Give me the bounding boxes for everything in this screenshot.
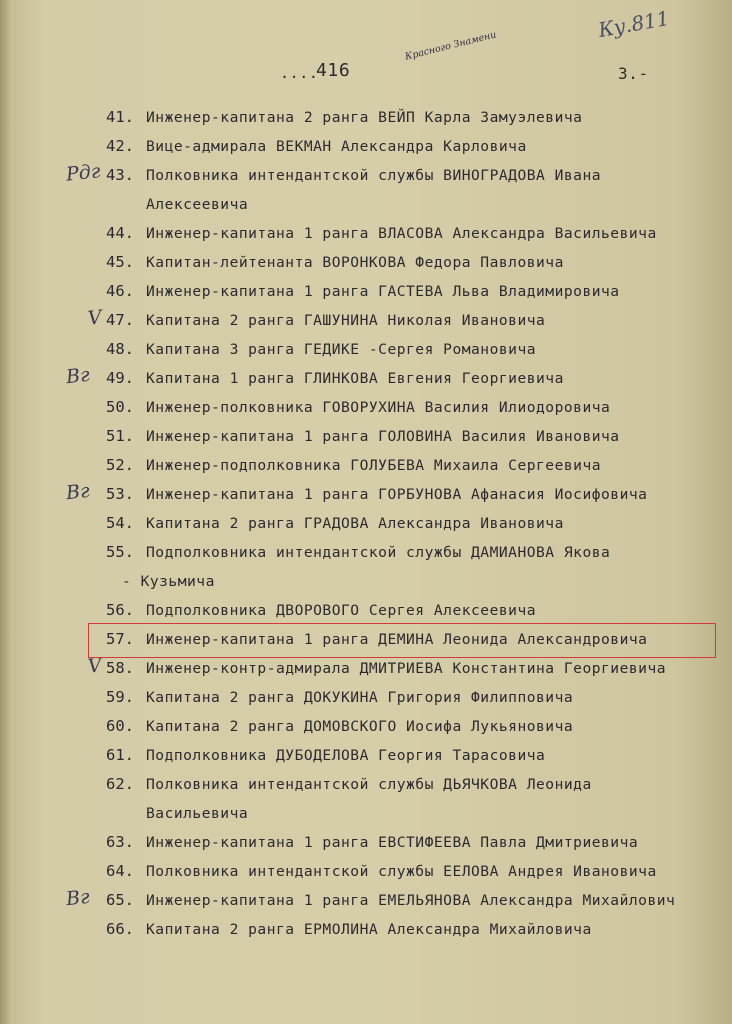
entry-number: 64. (106, 862, 134, 880)
entry-text: Инженер-капитана 2 ранга ВЕЙП Карла Замуэлевича (146, 109, 583, 126)
list-item (0, 862, 732, 888)
entry-number: 57. (106, 630, 134, 648)
page-number: 416 (316, 60, 351, 81)
list-item-continuation (0, 572, 732, 598)
entry-text: Полковника интендантской службы ДЬЯЧКОВА Леонида (146, 776, 592, 793)
entry-text: Подполковника ДВОРОВОГО Сергея Алексеевича (146, 602, 537, 619)
list-item (0, 108, 732, 134)
list-item (0, 833, 732, 859)
entry-text-continuation: Васильевича (146, 805, 249, 822)
margin-mark: Вг (64, 363, 91, 389)
entry-number: 42. (106, 137, 134, 155)
entry-text: Полковника интендантской службы ЕЕЛОВА Андрея Ивановича (146, 863, 657, 880)
list-item (0, 363, 732, 395)
entry-text: Инженер-капитана 1 ранга ВЛАСОВА Александра Васильевича (146, 225, 657, 242)
entry-number: 59. (106, 688, 134, 706)
entry-number: 63. (106, 833, 134, 851)
entry-text: Капитана 2 ранга ЕРМОЛИНА Александра Михайловича (146, 921, 592, 938)
list-item (0, 654, 732, 685)
list-item-continuation (0, 195, 732, 221)
list-item (0, 306, 732, 337)
list-item (0, 160, 732, 192)
margin-mark: V (86, 654, 103, 678)
margin-mark: Вг (64, 479, 91, 505)
entry-number: 65. (106, 891, 134, 909)
entry-number: 53. (106, 485, 134, 503)
entry-text: Капитана 3 ранга ГЕДИКЕ -Сергея Романовича (146, 341, 537, 358)
list-item (0, 456, 732, 482)
list-item (0, 137, 732, 163)
entry-text: Капитана 2 ранга ГАШУНИНА Николая Ивановича (146, 312, 546, 329)
list-item (0, 746, 732, 772)
list-item (0, 920, 732, 946)
entry-number: 51. (106, 427, 134, 445)
entry-text: Полковника интендантской службы ВИНОГРАДОВА Ивана (146, 167, 602, 184)
list-item (0, 224, 732, 250)
list-item (0, 340, 732, 366)
entry-number: 54. (106, 514, 134, 532)
entry-number: 61. (106, 746, 134, 764)
entry-number: 43. (106, 166, 134, 184)
entry-text: Капитана 2 ранга ДОМОВСКОГО Иосифа Лукьяновича (146, 718, 574, 735)
entry-text: Капитана 2 ранга ГРАДОВА Александра Ивановича (146, 515, 564, 532)
entry-text: Инженер-капитана 1 ранга ГАСТЕВА Льва Владимировича (146, 283, 620, 300)
list-item (0, 479, 732, 511)
entry-number: 47. (106, 311, 134, 329)
entry-text: Подполковника ДУБОДЕЛОВА Георгия Тарасовича (146, 747, 546, 764)
highlight-box (88, 623, 716, 658)
entry-number: 58. (106, 659, 134, 677)
margin-mark: Вг (64, 885, 91, 911)
entry-text: Инженер-контр-адмирала ДМИТРИЕВА Константина Георгиевича (146, 660, 667, 677)
entry-text: Подполковника интендантской службы ДАМИАНОВА Якова (146, 544, 611, 561)
list-item (0, 885, 732, 917)
list-item (0, 514, 732, 540)
list-item (0, 717, 732, 743)
entry-number: 62. (106, 775, 134, 793)
entry-text: Капитана 1 ранга ГЛИНКОВА Евгения Георгиевича (146, 370, 564, 387)
entry-text: Капитана 2 ранга ДОКУКИНА Григория Филипповича (146, 689, 574, 706)
list-item (0, 398, 732, 424)
entry-text: Инженер-подполковника ГОЛУБЕВА Михаила Сергеевича (146, 457, 602, 474)
list-item (0, 688, 732, 714)
entry-text-continuation: - Кузьмича (122, 573, 215, 590)
entry-number: 52. (106, 456, 134, 474)
sheet-number: 3.- (618, 64, 649, 83)
entry-number: 55. (106, 543, 134, 561)
list-item (0, 543, 732, 569)
entry-text: Инженер-капитана 1 ранга ГОЛОВИНА Василия Ивановича (146, 428, 620, 445)
entry-number: 49. (106, 369, 134, 387)
corner-annotation: Ку.811 (596, 5, 672, 43)
list-item-continuation (0, 804, 732, 830)
entry-text: Капитан-лейтенанта ВОРОНКОВА Федора Павловича (146, 254, 564, 271)
entry-text: Инженер-капитана 1 ранга ЕМЕЛЬЯНОВА Александра Михайлович (146, 892, 676, 909)
entry-number: 46. (106, 282, 134, 300)
handwritten-annotation: Красного Знамени (404, 29, 498, 63)
list-item (0, 253, 732, 279)
list-item (0, 775, 732, 801)
entry-text: Инженер-капитана 1 ранга ДЕМИНА Леонида Александровича (146, 631, 648, 648)
header-dashes: .... (280, 64, 319, 82)
list-item (0, 282, 732, 308)
entry-text: Инженер-полковника ГОВОРУХИНА Василия Илиодоровича (146, 399, 611, 416)
entry-text: Инженер-капитана 1 ранга ЕВСТИФЕЕВА Павла Дмитриевича (146, 834, 639, 851)
entry-number: 44. (106, 224, 134, 242)
entry-number: 48. (106, 340, 134, 358)
entry-number: 56. (106, 601, 134, 619)
entry-number: 60. (106, 717, 134, 735)
margin-mark: Рдг (64, 160, 102, 186)
entry-number: 45. (106, 253, 134, 271)
entry-number: 50. (106, 398, 134, 416)
entry-text-continuation: Алексеевича (146, 196, 249, 213)
entry-text: Инженер-капитана 1 ранга ГОРБУНОВА Афанасия Иосифовича (146, 486, 648, 503)
entry-number: 41. (106, 108, 134, 126)
list-item (0, 427, 732, 453)
entry-number: 66. (106, 920, 134, 938)
margin-mark: V (86, 306, 103, 330)
entry-text: Вице-адмирала ВЕКМАН Александра Карловича (146, 138, 527, 155)
